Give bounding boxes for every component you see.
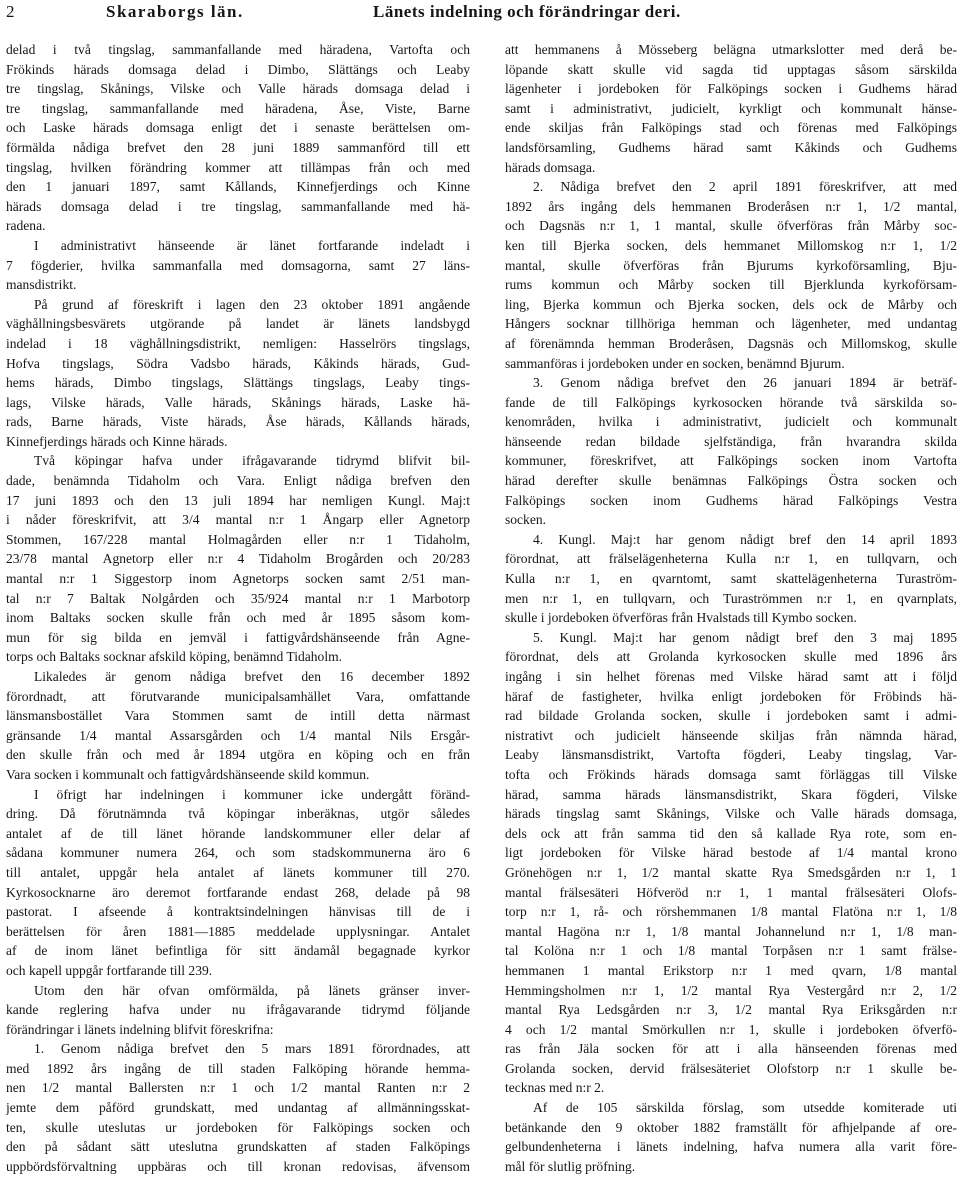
text-line: 7 fögderier, hvilka sammanfalla med domsagorna, samt 27 läns-	[6, 257, 470, 273]
text-line: Falköpings socken inom Gudhems härad Falköpings Vestra	[505, 492, 957, 508]
running-title-left: Skaraborgs län.	[106, 2, 244, 21]
text-line: socken.	[505, 512, 547, 528]
text-line: 17 juni 1893 och den 13 juli 1894 har nemligen Kungl. Maj:t	[6, 492, 470, 508]
text-line: mål för slutlig pröfning.	[505, 1158, 636, 1174]
text-line: Två köpingar hafva under ifrågavarande tidrymd blifvit bil-	[34, 453, 470, 469]
text-line: samt i administrativt, judicielt, kyrkligt och kommunalt hänse-	[505, 100, 957, 116]
text-line: och Dagsnäs n:r 1, 1 mantal, skulle öfverföras från Mårby soc-	[505, 218, 957, 234]
text-line: i nåder föreskrifvit, att 3/4 mantal n:r 1 Ångarp eller Agnetorp	[6, 512, 470, 528]
text-line: Kyrkosocknarne äro deremot fortfarande endast 268, delade på 98	[6, 884, 470, 900]
text-line: förordnat, dels att Grolanda kyrkosocken skulle med 1896 års	[505, 649, 957, 665]
text-line: härad, samma härads länsmansdistrikt, Skara fögderi, Vilske	[505, 786, 957, 802]
text-line: mun för sig bilda en jemväl i fattigvårdshänseende från Agne-	[6, 629, 470, 645]
text-line: förändringar i länets indelning blifvit föreskrifna:	[6, 1021, 274, 1037]
left-text-column	[6, 40, 470, 1176]
text-line: tal Kolöna n:r 1 och 1/8 mantal Torpåsen n:r 1 samt frälse-	[505, 943, 957, 959]
text-line: förordnat, att frälselägenheterna Kulla n:r 1, en tullqvarn, och	[505, 551, 957, 567]
text-line: förmälda nådiga brefvet den 28 juni 1889 sammanförd till ett	[6, 139, 470, 155]
text-line: tecknas med n:r 2.	[505, 1080, 605, 1096]
text-line: ende skiljas från Falköpings stad och förenas med Falköpings	[505, 120, 957, 136]
text-line: 3. Genom nådiga brefvet den 26 januari 1894 är beträf-	[533, 375, 957, 391]
text-line: 1892 års ingång dels hemmanen Broderåsen n:r 1, 1/2 mantal,	[505, 198, 957, 214]
text-line: torps och Baltaks socknar afskild köping, benämnd Tidaholm.	[6, 649, 343, 665]
text-line: Kulla n:r 1, en qvarntomt, samt skattelägenheterna Turaström-	[505, 571, 957, 587]
text-line: dring. Då förutnämnda två köpingar inberäknas, utgör således	[6, 806, 470, 822]
text-line: Stommen, 167/228 mantal Holmagården eller n:r 1 Tidaholm,	[6, 531, 470, 547]
text-line: ligt jordeboken för Vilske härad bestode af 1/4 mantal krono	[505, 845, 957, 861]
text-line: hemmanen 1 mantal Erikstorp n:r 1 med qvarn, 1/8 mantal	[505, 962, 957, 978]
text-line: ingång i sin helhet förenas med Vilske härad samt att i följd	[505, 669, 957, 684]
running-title-right: Länets indelning och förändringar deri.	[373, 2, 681, 21]
text-line: I administrativt hänseende är länet fortfarande indeladt i	[34, 237, 470, 253]
text-line: lägenheter i jordeboken för Falköpings socken i Gudhems härad	[505, 81, 957, 97]
text-line: men n:r 1, en tullqvarn, och Turaströmmen n:r 1, en qvarnplats,	[505, 590, 957, 606]
text-line: den 1 januari 1897, samt Kållands, Kinnefjerdings och Kinne	[6, 179, 470, 195]
text-line: dels ock att från samma tid den så kallade Rya rote, som en-	[505, 825, 957, 841]
text-line: Af de 105 särskilda förslag, som utsedde komiterade uti	[533, 1100, 957, 1116]
text-line: hänseende redan bildade sjelfständiga, från hvarandra skilda	[505, 433, 957, 449]
text-line: mantal Hagöna n:r 1, 1/8 mantal Johannelund n:r 1, 1/8 man-	[505, 923, 957, 939]
text-line: löpande skatt skulle vid sagda tid upptagas såsom särskilda	[505, 61, 957, 77]
text-line: 1. Genom nådiga brefvet den 5 mars 1891 förordnades, att	[34, 1041, 470, 1057]
page-header	[0, 2, 960, 26]
text-line: ten, skulle uteslutas ur jordeboken för Falköpings socken och	[6, 1119, 470, 1135]
text-line: rad bildade Grolanda socken, skulle i jordeboken samt i admi-	[505, 708, 957, 724]
text-line: kande reglering hafva under nu ifrågavarande tidrymd följande	[6, 1002, 470, 1018]
text-line: hems härads, Dimbo tingslags, Slättängs tingslags, Leaby tings-	[6, 375, 470, 391]
text-line: Frökinds härads domsaga delad i Dimbo, Slättängs och Leaby	[6, 61, 470, 77]
text-line: Grönehögen n:r 1, 1/2 mantal skatte Rya Smedsgården n:r 1, 1	[505, 864, 957, 880]
text-line: dade, benämnda Tidaholm och Vara. Enligt nådiga brefven den	[6, 473, 470, 489]
text-line: lags, Vilske härads, Valle härads, Skånings härads, Laske hä-	[6, 394, 470, 410]
text-line: 4. Kungl. Maj:t har genom nådigt bref den 14 april 1893	[533, 531, 957, 547]
text-line: sammanföras i jordeboken under en socken, benämnd Bjurum.	[505, 355, 845, 371]
text-line: fande de till Falköpings kyrkosocken hörande två särskilda so-	[505, 394, 957, 410]
text-line: mantal, skulle öfverföras från Bjurums kyrkoförsamling, Bju-	[505, 257, 957, 273]
text-line: pastorat. I afseende å kontraktsindelningen hänvisas till de i	[6, 904, 470, 920]
text-line: Hångers socknar tillhöriga hemman och lägenheter, med undantag	[505, 316, 957, 332]
text-line: ras från Jäla socken för att i alla hänseenden förenas med	[505, 1041, 957, 1057]
text-line: mantal frälsesäteri Höfveröd n:r 1, 1 mantal frälsesäteri Olofs-	[505, 884, 957, 900]
text-line: härads domsaga delad i tre tingslag, sammanfallande med hä-	[6, 198, 470, 214]
text-line: 5. Kungl. Maj:t har genom nådigt bref den 3 maj 1895	[533, 629, 957, 645]
text-line: I öfrigt har indelningen i kommuner icke undergått föränd-	[34, 786, 470, 802]
text-line: och kapell uppgår fortfarande till 239.	[6, 962, 213, 978]
text-line: länsmansbostället Vara Stommen samt de intill detta närmast	[6, 708, 470, 724]
text-line: Vara socken i kommunalt och fattigvårdshänseende skild kommun.	[6, 766, 370, 782]
text-line: nen 1/2 mantal Ballersten n:r 1 och 1/2 mantal Ranten n:r 2	[6, 1080, 470, 1096]
text-line: På grund af föreskrift i lagen den 23 oktober 1891 angående	[34, 296, 470, 312]
text-line: till antalet, uppgår hela antalet af länets kommuner till 270.	[6, 864, 470, 880]
text-line: Leaby länsmansdistrikt, Vartofta fögderi, Leaby tingslag, Var-	[505, 747, 957, 763]
text-line: den på sådant sätt uteslutna grundskatten af staden Falköpings	[6, 1139, 470, 1155]
text-line: af förenämnda hemman Broderåsen, Dagsnäs och Millomskog, skulle	[505, 335, 957, 351]
text-line: Likaledes är genom nådiga brefvet den 16 december 1892	[34, 669, 470, 684]
text-line: skulle i jordeboken öfverföras från Hvalstads till Kymbo socken.	[505, 610, 857, 626]
text-line: rums kommun och Mårby socken till Bjerklunda kyrkoförsam-	[505, 277, 957, 293]
text-line: inom Baltaks socken skulle från och med år 1895 såsom kom-	[6, 610, 470, 626]
text-line: torp n:r 1, rå- och rörshemmanen 1/8 mantal Flatöna n:r 1, 1/8	[505, 904, 957, 920]
text-line: härad derefter skulle benämnas Falköpings Östra socken och	[505, 473, 957, 489]
text-line: berättelsen för åren 1881—1885 meddelade upplysningar. Antalet	[6, 923, 470, 939]
text-line: kommuner, föreskrifvet, att Falköpings socken inom Vartofta	[505, 453, 957, 469]
text-line: indelad i 18 väghållningsdistrikt, nemligen: Hasselrörs tingslags,	[6, 335, 470, 351]
text-line: ken till Bjerka socken, dels hemmanet Millomskog n:r 1, 1/2	[505, 237, 957, 253]
text-line: 2. Nådiga brefvet den 2 april 1891 föreskrifver, att med	[533, 179, 957, 195]
text-line: sådana kommuner numera 264, och som stadskommunerna äro 6	[6, 845, 470, 861]
text-line: uppbördsförvaltning uppbäras och till kronan redovisas, äfvensom	[6, 1158, 470, 1174]
text-line: radena.	[6, 218, 46, 234]
page-number: 2	[6, 2, 15, 21]
text-line: förordnadt, att förutvarande municipalsamhället Vara, omfattande	[6, 688, 470, 704]
text-line: af de inom länet befintliga för sitt ändamål begagnade kyrkor	[6, 943, 470, 959]
text-line: och Laske härads domsaga enligt det i senaste berättelsen om-	[6, 120, 470, 136]
text-line: Hemmingsholmen n:r 1, 1/2 mantal Rya Vestergård n:r 2, 1/2	[505, 982, 957, 998]
text-line: Utom den här ofvan omförmälda, på länets gränser inver-	[34, 982, 470, 998]
text-line: 23/78 mantal Agnetorp eller n:r 4 Tidaholm Brogården och 20/283	[6, 551, 470, 567]
text-line: härads domsaga.	[505, 159, 596, 175]
text-line: gelbundenheterna i länets indelning, hafva numera alla varit före-	[505, 1139, 957, 1155]
text-line: kenområden, hvilka i administrativt, judicielt och kommunalt	[505, 414, 957, 430]
text-line: den skulle från och med år 1894 utgöra en köping och en från	[6, 747, 470, 763]
text-line: gränsande 1/4 mantal Assarsgården och 1/4 mantal Nils Ersgår-	[6, 727, 470, 743]
text-line: Hofva tingslags, Södra Vadsbo härads, Kåkinds härads, Gud-	[6, 355, 470, 371]
text-line: mansdistrikt.	[6, 277, 77, 293]
text-line: betänkande den 9 oktober 1882 framställt för afhjelpande af ore-	[505, 1119, 957, 1135]
text-line: ling, Bjerka kommun och Bjerka socken, dels ock de Mårby och	[505, 296, 957, 312]
text-line: mantal Rya Ledsgården n:r 3, 1/2 mantal Rya Eriksgården n:r	[505, 1002, 957, 1018]
text-line: tre tingslag, sammanfallande med häradena, Åse, Viste, Barne	[6, 100, 470, 116]
text-line: tingslag, hvilken förändring kommer att tillämpas från och med	[6, 159, 470, 175]
text-line: häraf de fastigheter, hvilka enligt jordeboken för Fröbinds hä-	[505, 688, 957, 704]
text-line: tofta och Frökinds härads domsaga samt förläggas till Vilske	[505, 766, 957, 782]
text-line: jemte dem påförd grundskatt, med undantag af allmänningsskat-	[6, 1100, 470, 1116]
text-line: rads, Barne härads, Viste härads, Åse härads, Kållands härads,	[6, 414, 470, 430]
text-line: delad i två tingslag, sammanfallande med häradena, Vartofta och	[6, 42, 470, 57]
text-line: 4 och 1/2 mantal Smörkullen n:r 1, skulle i jordeboken öfverfö-	[505, 1021, 957, 1037]
text-line: landsförsamling, Gudhems härad samt Kåkinds och Gudhems	[505, 139, 957, 155]
text-line: att hemmanens å Mösseberg belägna utmarkslotter med derå be-	[505, 42, 957, 57]
text-line: mantal n:r 1 Siggestorp inom Agnetorps socken samt 2/51 man-	[6, 571, 470, 587]
text-line: härads tingslag samt Skånings, Vilske och Valle härads domsaga,	[505, 806, 957, 822]
text-line: Grolanda socken, dervid frälsesäteriet Olofstorp n:r 1 skulle be-	[505, 1060, 957, 1076]
text-line: nistrativt och judicielt hänseende skiljas från nämnda härad,	[505, 727, 957, 743]
text-line: väghållningsbesvärets utgörande på landet är länets landsbygd	[6, 316, 470, 332]
right-text-column	[505, 40, 957, 1176]
text-line: antalet af de till länet hörande landskommuner eller delar af	[6, 825, 470, 841]
text-line: tre tingslag, Skånings, Vilske och Valle härads domsaga delad i	[6, 81, 470, 97]
text-line: med 1892 års ingång de till staden Falköping hörande hemma-	[6, 1060, 470, 1076]
text-line: tal n:r 7 Baltak Nolgården och 35/924 mantal n:r 1 Marbotorp	[6, 590, 470, 606]
text-line: Kinnefjerdings härads och Kinne härads.	[6, 433, 228, 449]
